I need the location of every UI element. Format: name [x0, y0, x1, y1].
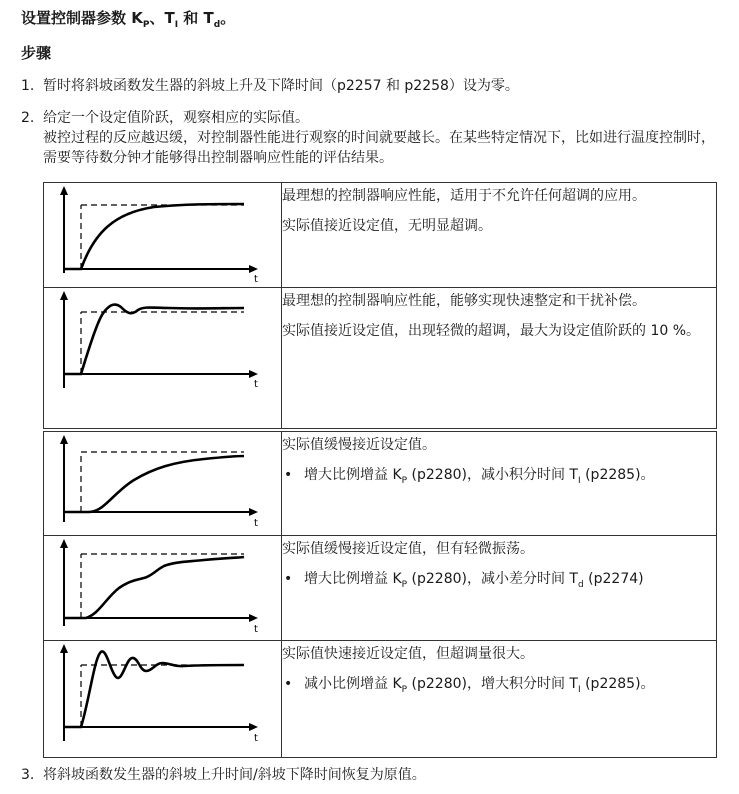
- description-text: 最理想的控制器响应性能，能够实现快速整定和干扰补偿。: [282, 293, 646, 309]
- step-2: [21, 108, 721, 168]
- description-text: 实际值缓慢接近设定值。: [282, 437, 436, 453]
- description-text: 实际值接近设定值，出现轻微的超调，最大为设定值阶跃的 10 %。: [282, 323, 701, 339]
- response-table-tuning: [43, 431, 717, 758]
- graph-cell: [44, 183, 282, 288]
- x-axis-arrow-icon: [249, 614, 258, 622]
- description-text: 最理想的控制器响应性能，适用于不允许任何超调的应用。: [282, 188, 646, 204]
- page-title: 设置控制器参数 $K_P$、$T_I$ 和 $T_d$。: [21, 9, 236, 30]
- response-curve: [64, 651, 244, 727]
- graph-cell: [44, 536, 282, 641]
- step-text: 给定一个设定值阶跃，观察相应的实际值。: [43, 110, 309, 126]
- step-detail: 被控过程的反应越迟缓，对控制器性能进行观察的时间就要越长。在某些特定情况下，比如进行温度控制时，需要等待数分钟才能够得出控制器响应性能的评估结果。: [43, 130, 715, 166]
- description-text: 实际值缓慢接近设定值，但有轻微振荡。: [282, 541, 534, 557]
- y-axis-arrow-icon: [60, 186, 68, 195]
- graph-cell: [44, 641, 282, 758]
- case-row: [44, 432, 717, 536]
- response-curve: [64, 456, 244, 512]
- suggestion-item: • 减小比例增益 $K_P$ (p2280)，增大积分时间 $T_I$ (p2285)。: [282, 671, 716, 703]
- step-number: 3.: [21, 767, 35, 783]
- graph-cell: [44, 288, 282, 429]
- x-axis-label: t: [254, 518, 258, 529]
- y-axis-arrow-icon: [60, 644, 68, 653]
- description-cell: [282, 641, 717, 758]
- description-cell: [282, 183, 717, 288]
- suggestion-item: • 增大比例增益 $K_P$ (p2280)，减小积分时间 $T_I$ (p2285)。: [282, 462, 716, 494]
- x-axis-arrow-icon: [249, 508, 258, 516]
- x-axis-label: t: [254, 733, 258, 744]
- suggestion-list: [282, 671, 716, 703]
- step-response-plot: [44, 432, 281, 535]
- step-response-plot: [44, 641, 281, 757]
- response-curve: [64, 204, 244, 269]
- case-row: [44, 288, 717, 429]
- x-axis-label: t: [254, 274, 258, 285]
- step-response-plot: [44, 183, 281, 287]
- y-axis-arrow-icon: [60, 291, 68, 300]
- y-axis-arrow-icon: [60, 435, 68, 444]
- response-table-ideal: [43, 182, 717, 429]
- case-row: [44, 183, 717, 288]
- x-axis-label: t: [254, 379, 258, 390]
- case-row: [44, 536, 717, 641]
- suggestion-list: [282, 566, 716, 598]
- step-number: 1.: [21, 78, 35, 94]
- response-curve: [64, 557, 244, 618]
- response-curve: [64, 305, 244, 374]
- step-3: [21, 765, 721, 785]
- step-number: 2.: [21, 110, 35, 126]
- step-text: 暂时将斜坡函数发生器的斜坡上升及下降时间（p2257 和 p2258）设为零。: [43, 78, 519, 94]
- step-response-plot: [44, 288, 281, 409]
- step-text: 将斜坡函数发生器的斜坡上升时间/斜坡下降时间恢复为原值。: [43, 767, 426, 783]
- case-row: [44, 641, 717, 758]
- x-axis-label: t: [254, 624, 258, 635]
- suggestion-list: [282, 462, 716, 494]
- description-text: 实际值快速接近设定值，但超调量很大。: [282, 646, 534, 662]
- description-cell: [282, 288, 717, 429]
- x-axis-arrow-icon: [249, 723, 258, 731]
- graph-cell: [44, 432, 282, 536]
- step-1: [21, 76, 721, 96]
- description-text: 实际值接近设定值，无明显超调。: [282, 218, 492, 234]
- step-response-plot: [44, 536, 281, 640]
- x-axis-arrow-icon: [249, 265, 258, 273]
- description-cell: [282, 536, 717, 641]
- description-cell: [282, 432, 717, 536]
- y-axis-arrow-icon: [60, 539, 68, 548]
- suggestion-item: • 增大比例增益 $K_P$ (p2280)，减小差分时间 $T_d$ (p2274): [282, 566, 716, 598]
- steps-heading: 步骤: [21, 44, 52, 62]
- x-axis-arrow-icon: [249, 370, 258, 378]
